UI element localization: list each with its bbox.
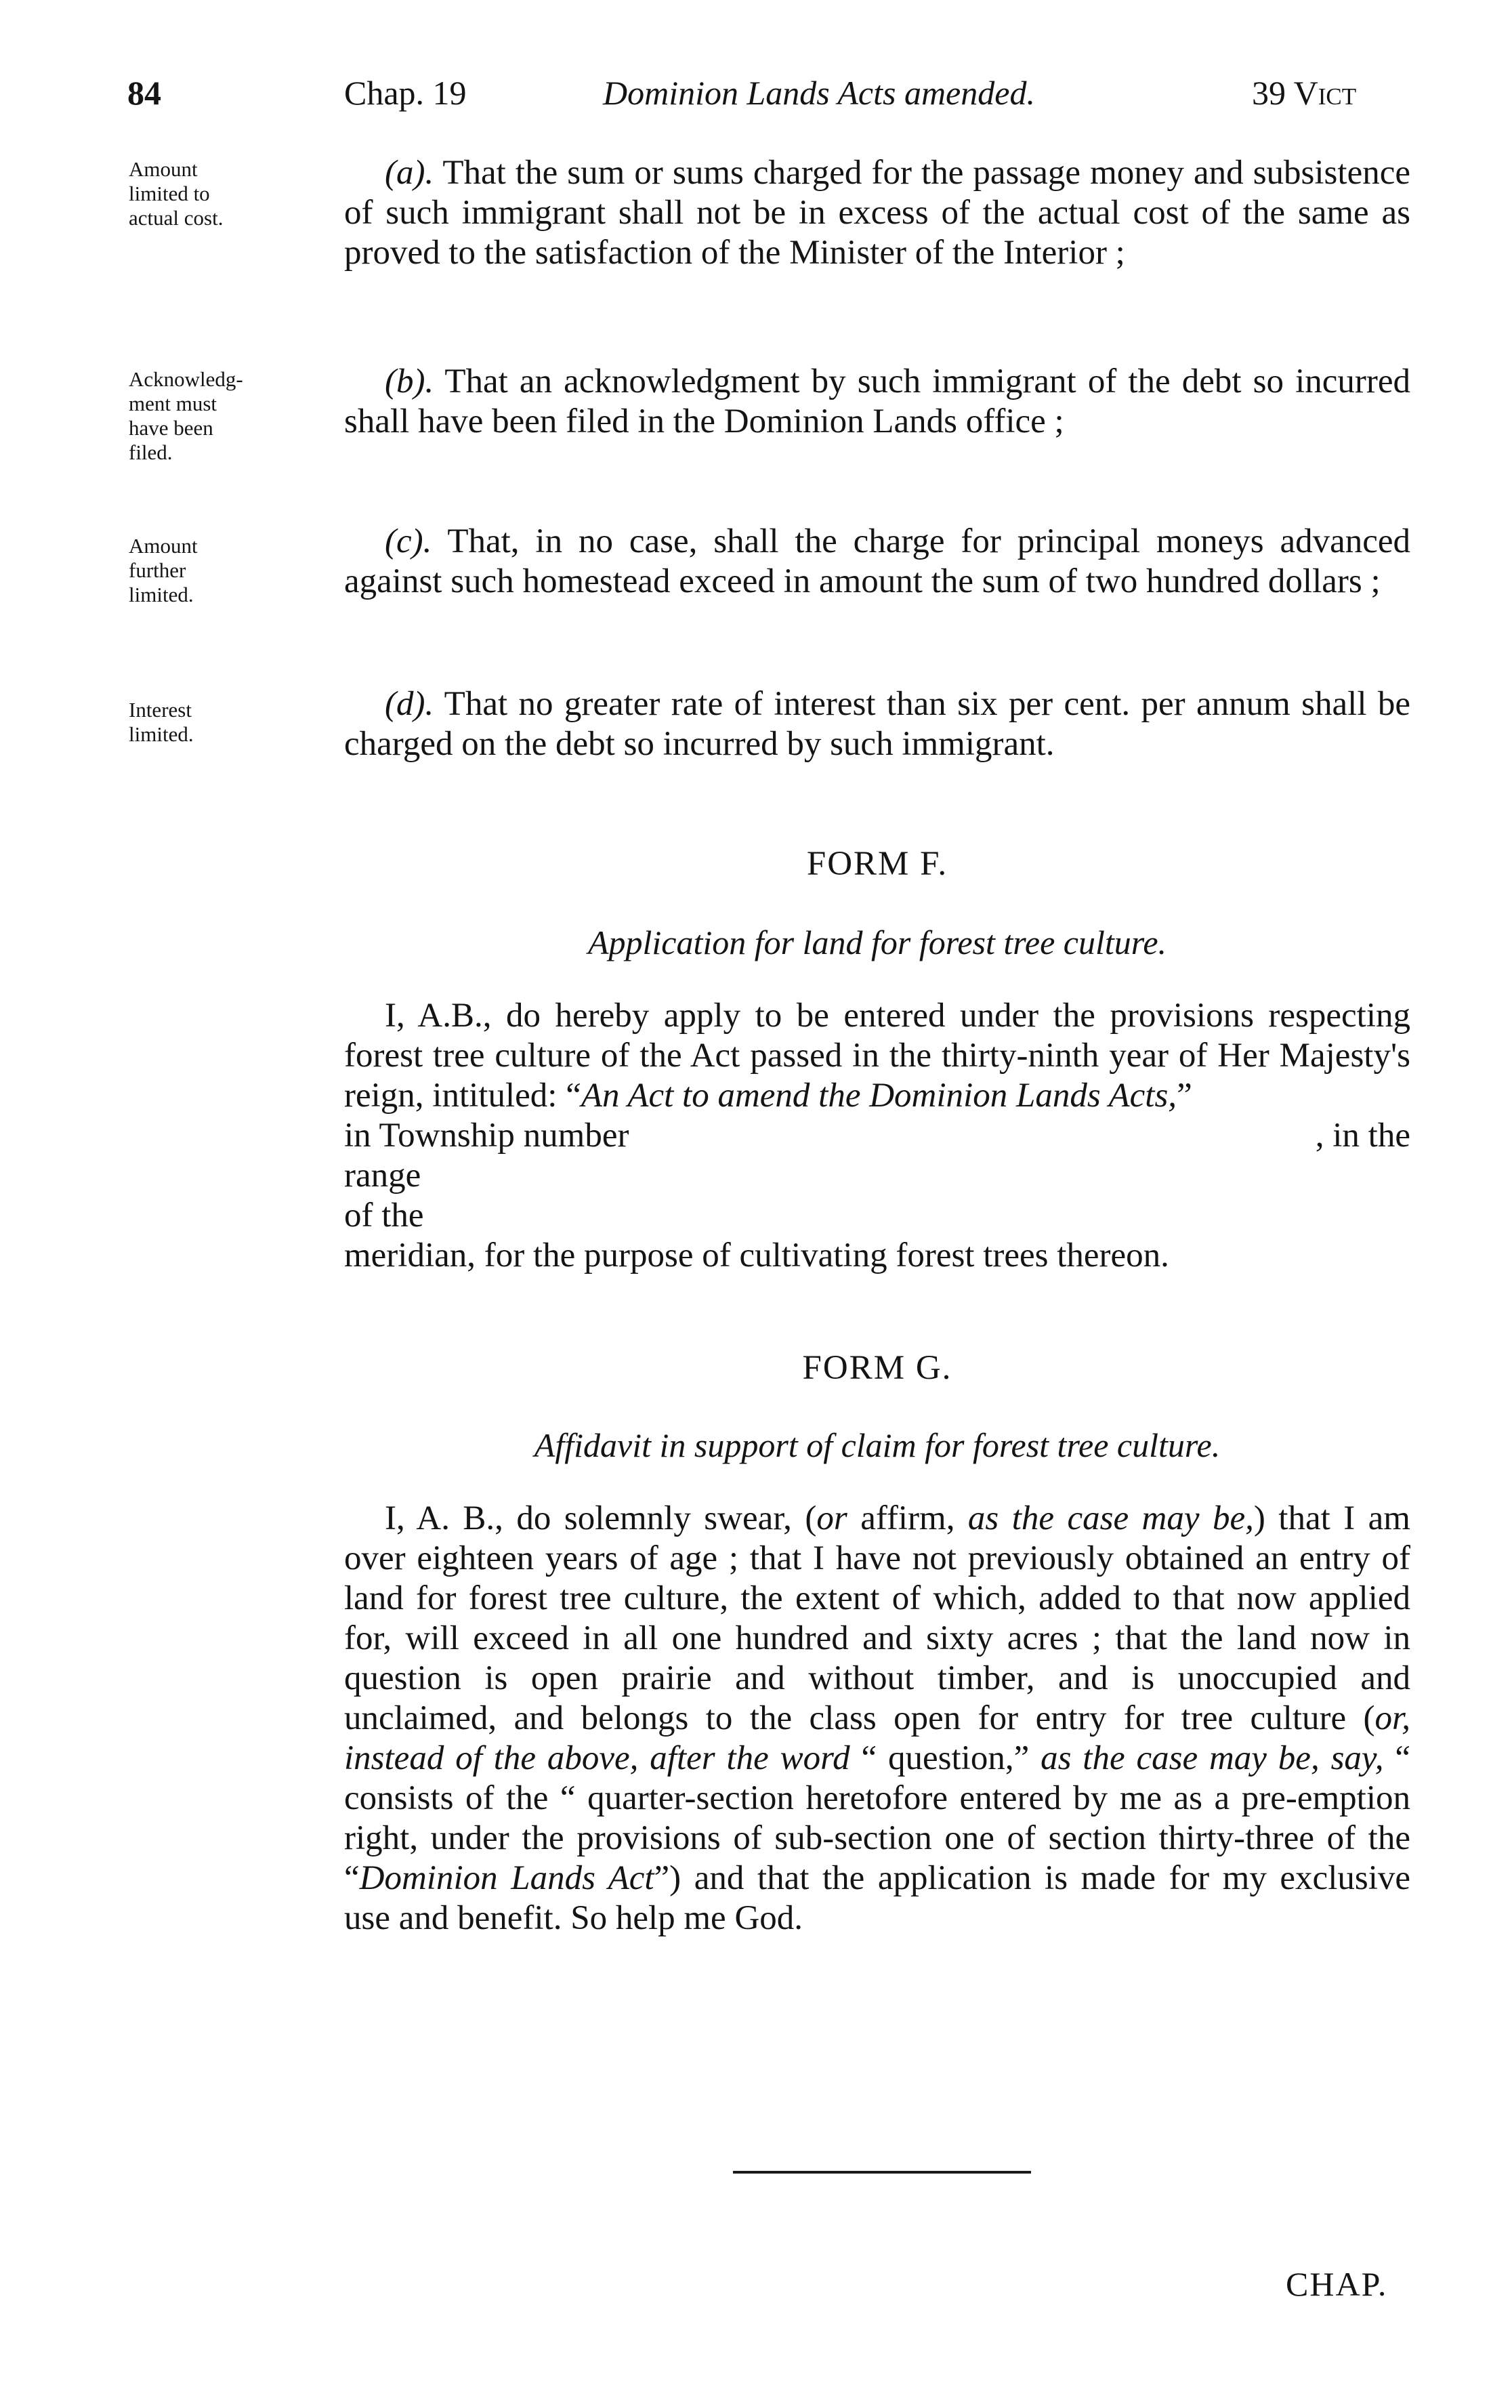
form-g-italic-2: as the case may be,: [967, 1499, 1254, 1537]
form-f-quote-close: ”: [1177, 1077, 1192, 1115]
form-g-italic-4: as the case may be, say,: [1041, 1739, 1384, 1777]
form-g-body: [344, 1499, 1410, 1938]
sidenote-amount-further: Amount further limited.: [129, 534, 198, 606]
regnal-year: 39 Vict: [1252, 74, 1357, 112]
clause-b-label: (b).: [385, 362, 434, 400]
form-g-text-3: ) that I am over eighteen years of age ; that I have not previously obtained an entry of land for forest tree culture, the extent of which, added to that now applied for, will exceed in all one hundred and sixty acres ; that the land now in question is open prairie and without timber, and is unoccupied and unclaimed, and belongs to the class open for entry for tree culture (: [344, 1499, 1410, 1737]
form-g-italic-1: or: [816, 1499, 847, 1537]
clause-a-text: That the sum or sums charged for the passage money and subsistence of such immigrant shall not be in excess of the actual cost of the same as proved to the satisfaction of the Minister of the Interior ;: [344, 154, 1410, 272]
form-f-range: range: [344, 1157, 421, 1195]
form-f-meridian: meridian, for the purpose of cultivating forest trees thereon.: [344, 1237, 1169, 1274]
sidenote-interest: Interest limited.: [129, 698, 194, 746]
clause-c-text: That, in no case, shall the charge for principal moneys advanced against such homestead exceed in amount the sum of two hundred dollars ;: [344, 522, 1410, 600]
form-g-italic-5: Dominion Lands Act: [359, 1859, 654, 1897]
form-f-body: [344, 996, 1410, 1276]
clause-c: [344, 522, 1410, 602]
form-f-in-the: , in the: [1315, 1117, 1410, 1155]
catchword: CHAP.: [1286, 2265, 1388, 2303]
form-f-township-line: [344, 1116, 1410, 1156]
form-f-township: in Township number: [344, 1117, 629, 1155]
clause-d: [344, 684, 1410, 764]
form-g-text-5: “ consists of the “ quarter-section heretofore entered by me as a pre-emption right, under the provisions of sub-section one of section thirty-three of the “: [344, 1739, 1410, 1897]
form-g-text-6: ”) and that the application is made for my exclusive use and benefit. So help me God.: [344, 1859, 1411, 1937]
form-g-text-2: affirm,: [847, 1499, 968, 1537]
sidenote-acknowledgment: Acknowledg- ment must have been filed.: [129, 367, 243, 464]
clause-d-label: (d).: [385, 685, 434, 723]
running-title: Dominion Lands Acts amended.: [603, 74, 1035, 112]
chapter-label: Chap. 19: [344, 74, 467, 112]
form-g-text-1: I, A. B., do solemnly swear, (: [385, 1499, 817, 1537]
end-rule: [733, 2171, 1031, 2174]
clause-a-label: (a).: [385, 154, 434, 192]
clause-b: [344, 362, 1410, 442]
form-f-of-the: of the: [344, 1197, 424, 1234]
clause-b-text: That an acknowledgment by such immigrant of the debt so incurred shall have been filed in the Dominion Lands office ;: [344, 362, 1410, 440]
form-f-heading: FORM F.: [806, 845, 948, 883]
running-head: [0, 73, 1512, 127]
form-g-italic-3: or, instead of the above, after the word: [344, 1699, 1410, 1777]
sidenote-amount-limited: Amount limited to actual cost.: [129, 157, 224, 230]
form-g-text-4: “ question,”: [849, 1739, 1041, 1777]
form-f-text: I, A.B., do hereby apply to be entered under the provisions respecting forest tree culture of the Act passed in the thirty-ninth year of Her Majesty's reign, intituled: “: [344, 997, 1410, 1115]
page-number: 84: [127, 74, 161, 112]
clause-d-text: That no greater rate of interest than six per cent. per annum shall be charged on the debt so incurred by such immigrant.: [344, 685, 1410, 763]
clause-a: [344, 153, 1410, 273]
form-g-subheading: Affidavit in support of claim for forest tree culture.: [534, 1426, 1221, 1464]
form-f-subheading: Application for land for forest tree culture.: [587, 923, 1167, 961]
form-f-act-title: An Act to amend the Dominion Lands Acts,: [581, 1077, 1177, 1115]
clause-c-label: (c).: [385, 522, 432, 560]
form-g-heading: FORM G.: [802, 1349, 952, 1387]
